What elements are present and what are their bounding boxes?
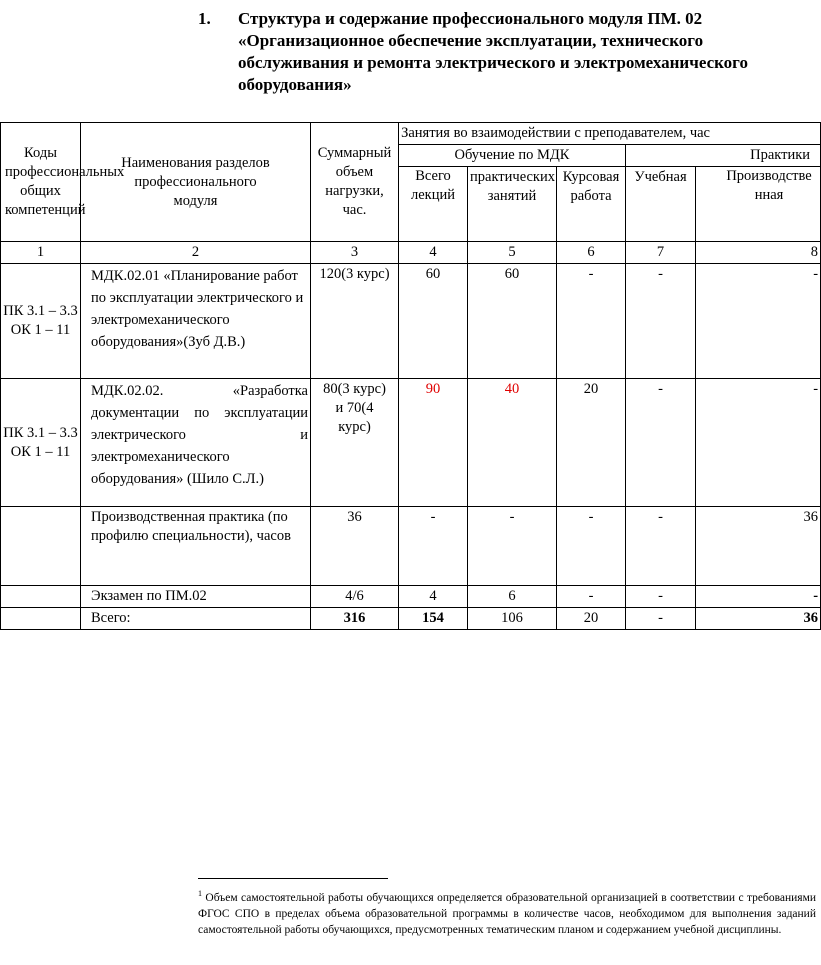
row-coursework: - <box>557 264 626 379</box>
col-number: 1 <box>1 242 81 264</box>
row-practical: 6 <box>468 586 557 608</box>
row-industrial: - <box>696 264 821 379</box>
module-structure-table <box>0 122 821 630</box>
table-row <box>1 264 821 379</box>
row-educational: - <box>626 608 696 630</box>
row-industrial: 36 <box>696 608 821 630</box>
row-educational: - <box>626 507 696 586</box>
row-lectures: 90 <box>399 379 468 507</box>
row-educational: - <box>626 264 696 379</box>
col-number: 3 <box>311 242 399 264</box>
row-coursework: 20 <box>557 379 626 507</box>
col-number: 4 <box>399 242 468 264</box>
row-lectures: 4 <box>399 586 468 608</box>
row-industrial: - <box>696 586 821 608</box>
row-industrial: 36 <box>696 507 821 586</box>
heading-number: 1. <box>198 9 211 28</box>
footnote-mark: 1 <box>198 889 202 898</box>
row-competence-codes <box>1 608 81 630</box>
footnote-text: Объем самостоятельной работы обучающихся определяется образовательной организацией в соответствии с требованиями ФГОС СПО в пределах объема образовательной программы в количестве часов, необходимом для выполнения заданий самостоятельной работы обучающихся, предусмотренных тематическим планом и содержанием учебной дисциплины. <box>198 891 817 936</box>
row-section-name: МДК.02.01 «Планирование работ по эксплуатации электрического и электромеханического оборудования»(Зуб Д.В.) <box>81 264 311 379</box>
col-number: 6 <box>557 242 626 264</box>
column-number-row <box>1 242 821 264</box>
header-names: Наименования разделов профессионального модуля <box>81 123 311 242</box>
row-total-load: 36 <box>311 507 399 586</box>
row-practical: 60 <box>468 264 557 379</box>
row-competence-codes: ПК 3.1 – 3.3 ОК 1 – 11 <box>1 379 81 507</box>
header-educational: Учебная <box>626 167 696 242</box>
header-interaction: Занятия во взаимодействии с преподавателем, час <box>399 123 821 145</box>
col-number: 7 <box>626 242 696 264</box>
header-lectures: Всего лекций <box>399 167 468 242</box>
row-coursework: 20 <box>557 608 626 630</box>
footnote-separator <box>198 878 388 879</box>
row-industrial: - <box>696 379 821 507</box>
row-total-load: 316 <box>311 608 399 630</box>
row-section-name: Производственная практика (по профилю специальности), часов <box>81 507 311 586</box>
header-codes: Коды профессиональных общих компетенций <box>1 123 81 242</box>
header-mdk: Обучение по МДК <box>399 145 626 167</box>
col-number: 8 <box>696 242 821 264</box>
row-section-name: Экзамен по ПМ.02 <box>81 586 311 608</box>
table-row-total <box>1 608 821 630</box>
row-practical: 106 <box>468 608 557 630</box>
col-number: 2 <box>81 242 311 264</box>
row-total-load: 4/6 <box>311 586 399 608</box>
row-total-load: 120(3 курс) <box>311 264 399 379</box>
header-coursework: Курсовая работа <box>557 167 626 242</box>
row-educational: - <box>626 379 696 507</box>
row-competence-codes <box>1 507 81 586</box>
row-section-name: Всего: <box>81 608 311 630</box>
row-coursework: - <box>557 586 626 608</box>
row-lectures: 60 <box>399 264 468 379</box>
row-competence-codes: ПК 3.1 – 3.3 ОК 1 – 11 <box>1 264 81 379</box>
table-row <box>1 507 821 586</box>
header-industrial: Производственная <box>696 167 821 242</box>
row-competence-codes <box>1 586 81 608</box>
row-coursework: - <box>557 507 626 586</box>
col-number: 5 <box>468 242 557 264</box>
heading-text: Структура и содержание профессионального модуля ПМ. 02 «Организационное обеспечение эксплуатации, технического обслуживания и ремонта электрического и электромеханического оборудования» <box>238 9 748 94</box>
row-practical: 40 <box>468 379 557 507</box>
row-lectures: - <box>399 507 468 586</box>
row-total-load: 80(3 курс) и 70(4 курс) <box>311 379 399 507</box>
row-practical: - <box>468 507 557 586</box>
table-row <box>1 379 821 507</box>
header-row-1 <box>1 123 821 145</box>
header-total: Суммарный объем нагрузки, час. <box>311 123 399 242</box>
header-practical: практических занятий <box>468 167 557 242</box>
footnote <box>198 886 816 938</box>
row-educational: - <box>626 586 696 608</box>
table-row <box>1 586 821 608</box>
row-section-name: МДК.02.02. «Разработка документации по эксплуатации электрического и электромеханического оборудования» (Шило С.Л.) <box>81 379 311 507</box>
header-practice: Практики <box>626 145 821 167</box>
row-lectures: 154 <box>399 608 468 630</box>
